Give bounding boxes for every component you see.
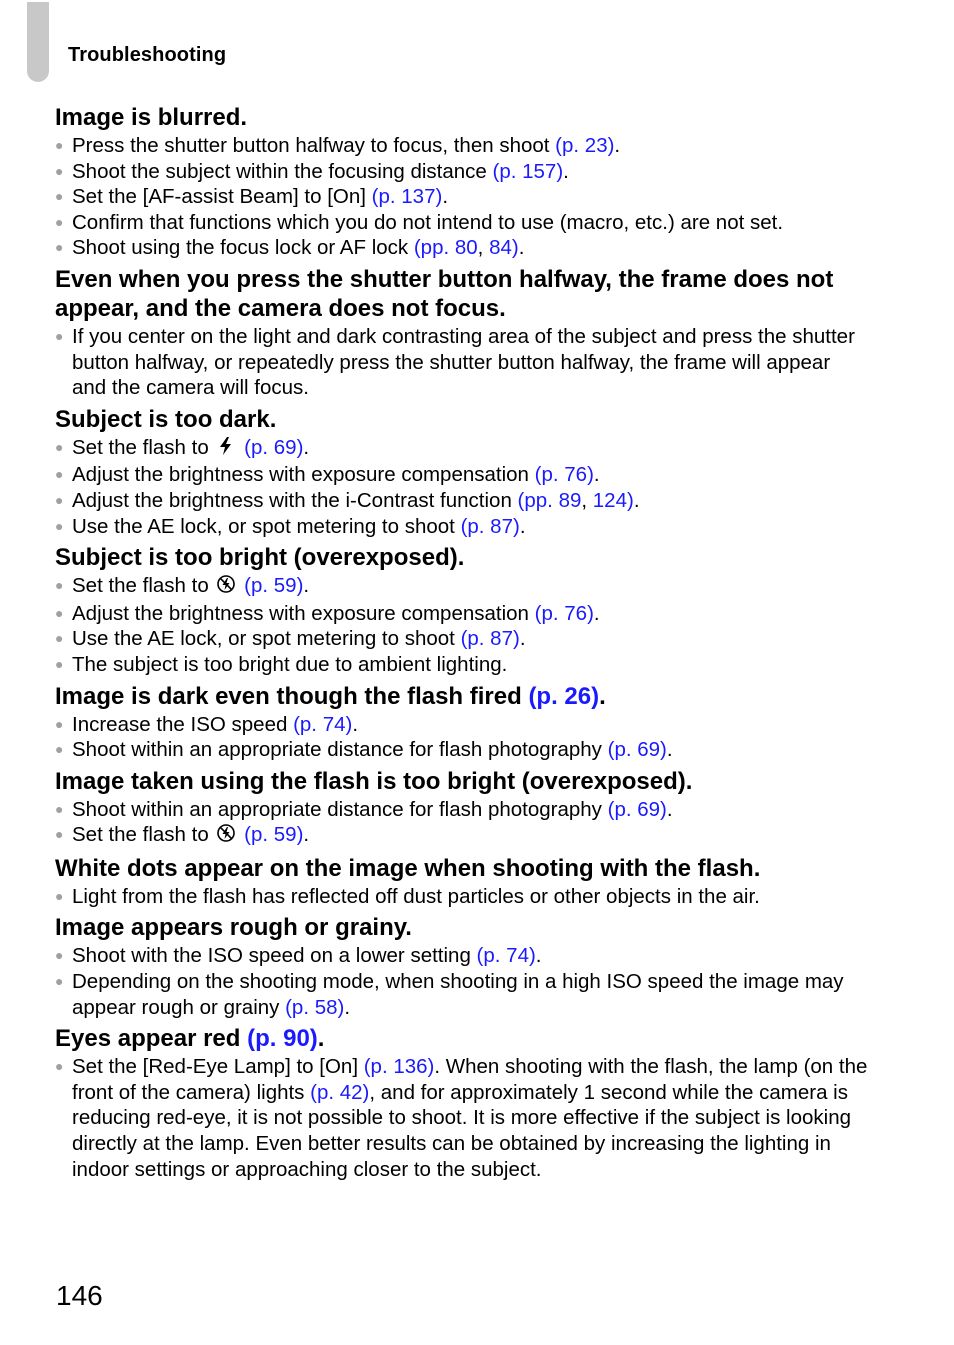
troubleshooting-section <box>55 265 870 401</box>
text-run: Confirm that functions which you do not intend to use (macro, etc.) are not set. <box>72 210 784 234</box>
text-run: Adjust the brightness with exposure compensation <box>72 601 535 625</box>
bullet-icon: ● <box>55 741 64 758</box>
solution-item <box>55 324 870 401</box>
text-run: Subject is too dark. <box>55 405 277 433</box>
solution-item <box>55 210 870 236</box>
bullet-icon: ● <box>55 715 64 732</box>
solution-item <box>55 235 870 261</box>
section-heading <box>55 1024 870 1053</box>
bullet-icon: ● <box>55 973 64 990</box>
solution-list <box>55 884 870 910</box>
page-reference-link[interactable]: (p. 26) <box>528 682 600 710</box>
text-run: . <box>666 797 673 821</box>
text-run: . <box>442 185 449 209</box>
bullet-icon: ● <box>55 162 64 179</box>
solution-list <box>55 1054 870 1182</box>
text-run: . <box>666 738 673 762</box>
text-run: Use the AE lock, or spot metering to shoot <box>72 627 461 651</box>
flash-off-icon <box>217 574 235 601</box>
solution-list <box>55 943 870 1020</box>
section-heading <box>55 405 870 434</box>
text-run: . <box>519 514 526 538</box>
text-run: White dots appear on the image when shooting with the flash. <box>55 854 761 882</box>
text-run: . <box>535 944 542 968</box>
text-run: Set the flash to <box>72 574 215 598</box>
solution-item <box>55 712 870 738</box>
bullet-icon: ● <box>55 466 64 483</box>
solution-list <box>55 435 870 539</box>
text-run: . <box>303 823 310 847</box>
page-reference-link[interactable]: (p. 74) <box>293 712 353 736</box>
solution-item <box>55 797 870 823</box>
text-run: Shoot using the focus lock or AF lock <box>72 236 414 260</box>
text-run: Image is blurred. <box>55 104 248 131</box>
page-reference-link[interactable]: (p. 69) <box>607 738 667 762</box>
bullet-icon: ● <box>55 577 64 594</box>
text-run: Even when you press the shutter button halfway, the frame does not appear, and the camera does not focus. <box>55 265 834 322</box>
solution-item <box>55 159 870 185</box>
section-heading <box>55 265 870 323</box>
page-reference-link[interactable]: (p. 76) <box>534 463 594 487</box>
bullet-icon: ● <box>55 438 64 455</box>
troubleshooting-section <box>55 767 870 850</box>
troubleshooting-section <box>55 913 870 1020</box>
text-run: . <box>518 236 525 260</box>
bullet-icon: ● <box>55 1058 64 1075</box>
text-run: Press the shutter button halfway to focus, then shoot <box>72 134 556 157</box>
solution-item <box>55 435 870 463</box>
text-run: Use the AE lock, or spot metering to shoot <box>72 514 461 538</box>
solution-item <box>55 737 870 763</box>
text-run: If you center on the light and dark contrasting area of the subject and press the shutter button halfway, or repeatedly press the shutter button halfway, the frame will appear and the camera will focus. <box>72 324 855 400</box>
page-reference-link[interactable]: 84) <box>489 236 519 260</box>
solution-item <box>55 1054 870 1182</box>
text-run: . <box>563 159 569 183</box>
solution-item <box>55 514 870 540</box>
bullet-icon: ● <box>55 239 64 256</box>
troubleshooting-section <box>55 1024 870 1182</box>
solution-item <box>55 133 870 159</box>
text-run: The subject is too bright due to ambient lighting. <box>72 652 508 676</box>
bullet-icon: ● <box>55 188 64 205</box>
solution-item <box>55 488 870 514</box>
solution-list <box>55 712 870 763</box>
solution-item <box>55 573 870 601</box>
page-reference-link[interactable]: 124) <box>592 488 634 512</box>
text-run: Set the flash to <box>72 823 215 847</box>
troubleshooting-section <box>55 682 870 763</box>
text-run: . <box>593 463 600 487</box>
page-reference-link[interactable]: (p. 87) <box>460 514 520 538</box>
flash-off-icon <box>217 823 235 850</box>
page-reference-link[interactable]: (p. 42) <box>310 1080 370 1104</box>
troubleshooting-content <box>55 103 870 1186</box>
bullet-icon: ● <box>55 800 64 817</box>
bullet-icon: ● <box>55 887 64 904</box>
text-run: , <box>581 488 593 512</box>
page-reference-link[interactable]: (p. 59) <box>244 574 304 598</box>
bullet-icon: ● <box>55 655 64 672</box>
text-run: . <box>303 435 310 459</box>
page-reference-link[interactable]: (p. 90) <box>247 1025 318 1053</box>
section-heading <box>55 682 870 711</box>
solution-item <box>55 184 870 210</box>
solution-item <box>55 822 870 850</box>
chapter-tab <box>27 2 49 82</box>
solution-list <box>55 133 870 261</box>
page-reference-link[interactable]: (p. 76) <box>534 601 594 625</box>
bullet-icon: ● <box>55 213 64 230</box>
text-run: . <box>303 574 310 598</box>
page-reference-link[interactable]: (p. 137) <box>371 185 443 209</box>
text-run: Shoot within an appropriate distance for flash photography <box>72 738 608 762</box>
text-run: Image is dark even though the flash fired <box>55 682 529 710</box>
text-run: Adjust the brightness with exposure compensation <box>72 463 535 487</box>
page-reference-link[interactable]: (p. 87) <box>460 627 520 651</box>
text-run: . <box>599 682 606 710</box>
bullet-icon: ● <box>55 604 64 621</box>
text-run: . <box>593 601 600 625</box>
text-run: Image taken using the flash is too bright (overexposed). <box>55 767 693 795</box>
text-run: Adjust the brightness with the i-Contrast function <box>72 488 518 512</box>
text-run: . <box>519 627 526 651</box>
solution-item <box>55 969 870 1020</box>
text-run: Light from the flash has reflected off dust particles or other objects in the air. <box>72 884 760 908</box>
bullet-icon: ● <box>55 327 64 344</box>
flash-on-icon <box>217 436 235 463</box>
page-reference-link[interactable]: (p. 69) <box>244 435 304 459</box>
text-run: Depending on the shooting mode, when shooting in a high ISO speed the image may appear rough or grainy <box>72 970 844 1019</box>
solution-item <box>55 943 870 969</box>
text-run: Shoot within an appropriate distance for flash photography <box>72 797 608 821</box>
solution-item <box>55 601 870 627</box>
bullet-icon: ● <box>55 491 64 508</box>
troubleshooting-section <box>55 405 870 539</box>
bullet-icon: ● <box>55 137 64 153</box>
section-heading <box>55 913 870 942</box>
solution-item <box>55 462 870 488</box>
text-run: . <box>317 1025 325 1053</box>
text-run: Increase the ISO speed <box>72 712 294 736</box>
page-reference-link[interactable]: (p. 23) <box>555 134 615 157</box>
page-reference-link[interactable]: (p. 136) <box>363 1055 435 1079</box>
text-run: , and for approximately 1 second while the camera is reducing red-eye, it is not possible to shoot. It is more effective if the subject is looking directly at the lamp. Even better results can be obtained by increasing the lighting in indoor settings or approaching closer to the subject. <box>72 1080 852 1181</box>
text-run: Subject is too bright (overexposed). <box>55 544 465 572</box>
page-reference-link[interactable]: (p. 58) <box>285 995 345 1019</box>
page-reference-link[interactable]: (p. 59) <box>244 823 304 847</box>
bullet-icon: ● <box>55 947 64 964</box>
bullet-icon: ● <box>55 630 64 647</box>
solution-item <box>55 884 870 910</box>
text-run: . <box>344 995 351 1019</box>
solution-item <box>55 652 870 678</box>
text-run: . <box>614 134 621 157</box>
page-reference-link[interactable]: (p. 74) <box>476 944 536 968</box>
text-run: . <box>352 712 359 736</box>
text-run: , <box>477 236 490 260</box>
text-run: Image appears rough or grainy. <box>55 914 412 942</box>
troubleshooting-section <box>55 103 870 261</box>
page-reference-link[interactable]: (pp. 80 <box>413 236 478 260</box>
section-heading <box>55 767 870 796</box>
section-heading <box>55 103 870 132</box>
page-reference-link[interactable]: (pp. 89 <box>517 488 582 512</box>
text-run: Set the [AF-assist Beam] to [On] <box>72 185 372 209</box>
troubleshooting-section <box>55 854 870 910</box>
page-reference-link[interactable]: (p. 69) <box>607 797 667 821</box>
solution-list <box>55 324 870 401</box>
page-number: 146 <box>56 1280 103 1311</box>
text-run: . <box>633 488 640 512</box>
solution-list <box>55 797 870 850</box>
text-run: Set the [Red-Eye Lamp] to [On] <box>72 1055 364 1079</box>
solution-list <box>55 573 870 677</box>
text-run: Eyes appear red <box>55 1025 248 1053</box>
text-run: Set the flash to <box>72 435 215 459</box>
text-run: Shoot the subject within the focusing distance <box>72 159 493 183</box>
solution-item <box>55 626 870 652</box>
running-head: Troubleshooting <box>68 44 227 66</box>
text-run: . When shooting with the flash, the lamp (on the front of the camera) lights <box>72 1055 868 1104</box>
section-heading <box>55 854 870 883</box>
section-heading <box>55 543 870 572</box>
page-reference-link[interactable]: (p. 157) <box>492 159 564 183</box>
text-run: Shoot with the ISO speed on a lower setting <box>72 944 477 968</box>
troubleshooting-section <box>55 543 870 677</box>
bullet-icon: ● <box>55 826 64 843</box>
bullet-icon: ● <box>55 517 64 534</box>
